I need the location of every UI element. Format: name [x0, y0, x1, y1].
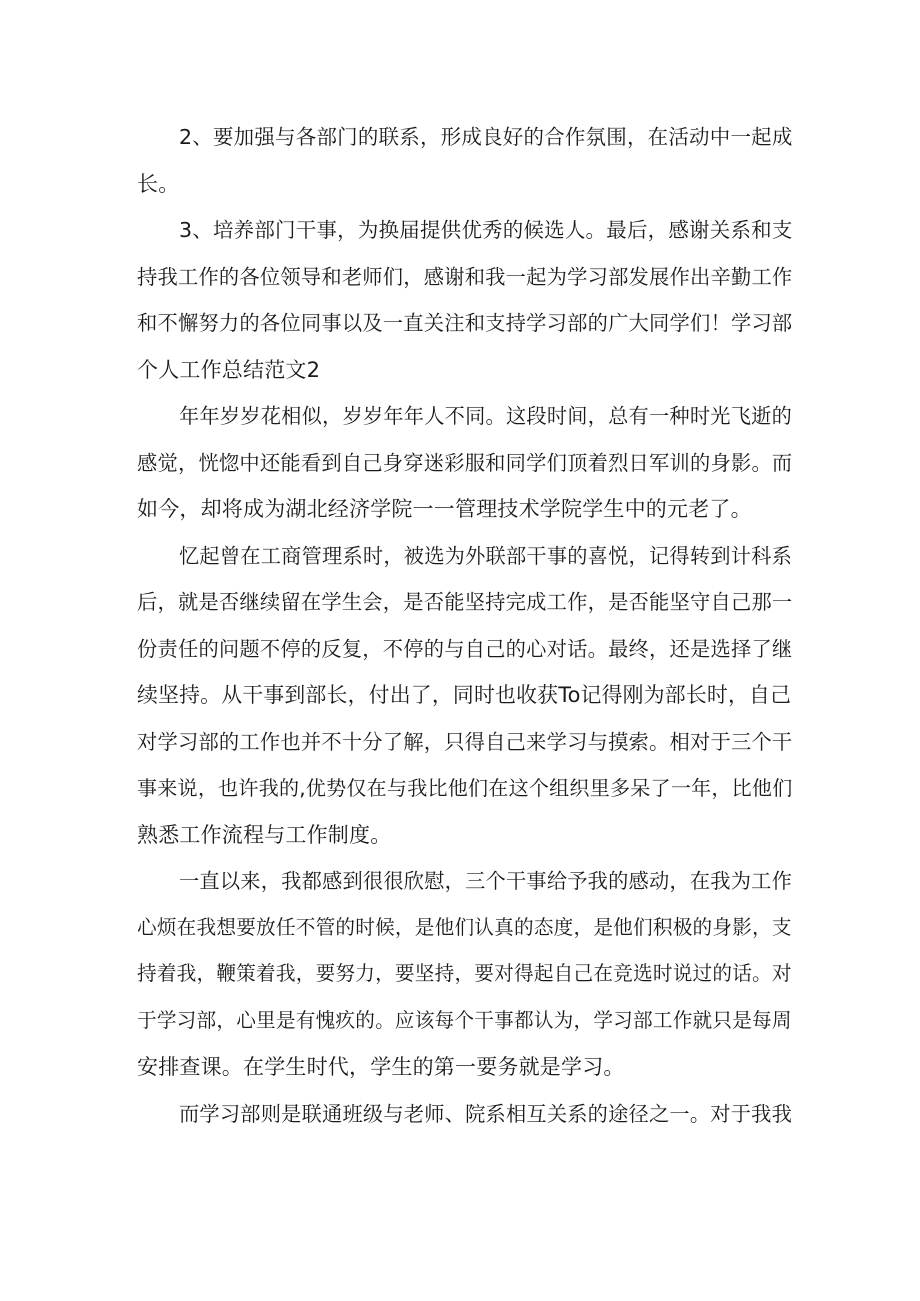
- text-line: 个人工作总结范文2: [137, 357, 321, 382]
- text-line: 安排查课。在学生时代，学生的第一要务就是学习。: [137, 1055, 625, 1079]
- text-line: 续坚持。从干事到部长，付出了，同时也收获To记得刚为部长时，自己: [137, 683, 792, 707]
- text-line: 事来说，也许我的,优势仅在与我比他们在这个组织里多呆了一年，比他们: [137, 776, 793, 800]
- text-line: 忆起曾在工商管理系时，被选为外联部干事的喜悦，记得转到计科系: [179, 543, 793, 568]
- document-body: [137, 114, 792, 1137]
- text-line: 年年岁岁花相似，岁岁年年人不同。这段时间，总有一种时光飞逝的: [179, 404, 793, 428]
- text-line: 持我工作的各位领导和老师们，感谢和我一起为学习部发展作出辛勤工作: [137, 264, 793, 289]
- text-line: 对学习部的工作也并不十分了解，只得自己来学习与摸索。相对于三个干: [137, 729, 793, 754]
- text-line: 于学习部，心里是有愧疚的。应该每个干事都认为，学习部工作就只是每周: [137, 1008, 792, 1032]
- text-line: 一直以来，我都感到很很欣慰，三个干事给予我的感动，在我为工作: [179, 869, 793, 893]
- text-line: 3、培养部门干事，为换届提供优秀的候选人。最后，感谢关系和支: [179, 218, 793, 242]
- text-line: 熟悉工作流程与工作制度。: [137, 822, 392, 847]
- text-line: 心烦在我想要放任不管的时候，是他们认真的态度，是他们积极的身影，支: [137, 915, 792, 939]
- text-line: 2、要加强与各部门的联系，形成良好的合作氛围，在活动中一起成: [179, 125, 793, 149]
- text-line: 而学习部则是联通班级与老师、院系相互关系的途径之一。对于我我: [179, 1101, 793, 1126]
- text-line: 如今，却将成为湖北经济学院一一管理技术学院学生中的元老了。: [137, 497, 752, 521]
- text-line: 后，就是否继续留在学生会，是否能坚持完成工作，是否能坚守自己那一: [137, 590, 793, 614]
- text-line: 长。: [137, 171, 180, 196]
- text-line: 感觉，恍惚中还能看到自己身穿迷彩服和同学们顶着烈日军训的身影。而: [137, 450, 793, 475]
- text-line: 持着我，鞭策着我，要努力，要坚持，要对得起自己在竞选时说过的话。对: [137, 962, 792, 985]
- text-line: 和不懈努力的各位同事以及一直关注和支持学习部的广大同学们！学习部: [137, 311, 793, 335]
- text-line: 份责任的问题不停的反复，不停的与自己的心对话。最终，还是选择了继: [137, 636, 793, 661]
